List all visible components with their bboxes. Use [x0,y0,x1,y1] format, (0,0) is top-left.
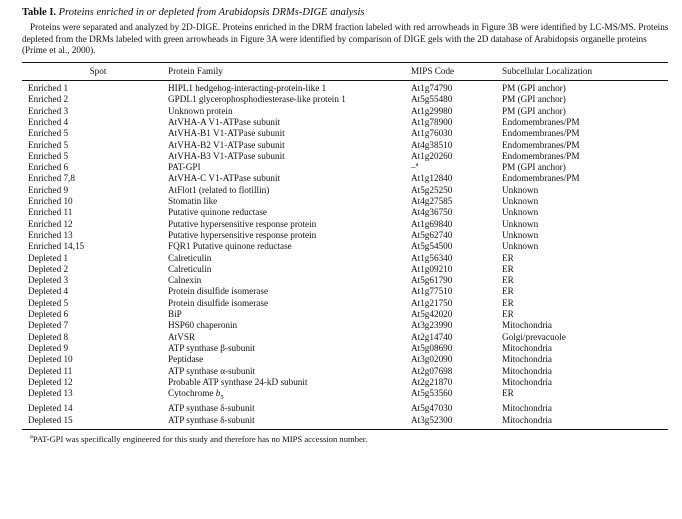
cell-protein-family: Probable ATP synthase 24-kD subunit [168,376,308,387]
cell-mips-code: At1g78900 [411,116,453,127]
protein-table [22,62,668,430]
table-row [22,219,668,230]
cell-localization: ER [502,275,514,286]
cell-protein-family: HIPL1 hedgehog-interacting-protein-like 1 [168,83,327,94]
cell-protein-family: Peptidase [168,354,204,365]
cell-protein-family: AtVHA-B3 V1-ATPase subunit [168,150,285,161]
cell-mips-code: At3g52300 [411,414,453,425]
cell-protein-family: Stomatin like [168,196,218,207]
footnote-marker: a [30,432,33,440]
header-subcellular-localization: Subcellular Localization [502,62,668,80]
table-row [22,309,668,320]
cell-protein-family: GPDL1 glycerophosphodiesterase-like protein 1 [168,94,346,105]
cell-spot: Depleted 7 [28,320,69,331]
cell-protein-family: Cytochrome $b_5$ [168,388,224,401]
table-row [22,377,668,388]
cell-mips-code: At3g02090 [411,354,453,365]
cell-protein-family: Putative quinone reductase [168,207,267,218]
cell-spot: Enriched 10 [28,196,73,207]
cell-spot: Depleted 11 [28,365,73,376]
footnote-ref: a [415,161,419,169]
cell-localization: Unknown [502,184,539,195]
cell-spot: Enriched 11 [28,207,73,218]
header-protein-family: Protein Family [168,62,411,80]
cell-mips-code: At1g69840 [411,218,453,229]
cell-spot: Depleted 2 [28,263,69,274]
cell-protein-family: AtFlot1 (related to flotillin) [168,184,270,195]
cell-spot: Depleted 5 [28,297,69,308]
cell-spot: Enriched 7,8 [28,173,75,184]
cell-protein-family: Calreticulin [168,252,212,263]
table-row [22,173,668,184]
table-title-text: Proteins enriched in or depleted from Arabidopsis DRMs-DIGE analysis [58,7,365,18]
cell-localization: Mitochondria [502,342,553,353]
table-caption: Proteins were separated and analyzed by 2D-DIGE. Proteins enriched in the DRM fraction labeled with red arrowheads in Figure 3B were identified by LC-MS/MS. Proteins depleted from the DRMs labeled with green arrowheads in Figure 3A were identified by comparison of DIGE gels with the 2D database of Arabidopsis organelle proteins (Prime et al., 2000). [22,22,669,56]
table-row [22,162,668,173]
cell-mips-code: At4g27585 [411,196,453,207]
cell-mips-code: At5g61790 [411,275,453,286]
cell-protein-family: AtVHA-C V1-ATPase subunit [168,173,281,184]
cell-spot: Enriched 5 [28,128,69,139]
cell-spot: Enriched 13 [28,229,73,240]
cell-localization: PM (GPI anchor) [502,94,566,105]
cell-mips-code: At1g21750 [411,297,453,308]
cytochrome-subscript: 5 [220,393,224,401]
cell-protein-family: HSP60 chaperonin [168,320,238,331]
table-row [22,298,668,309]
cell-protein-family: AtVHA-A V1-ATPase subunit [168,116,281,127]
cell-localization: Endomembranes/PM [502,150,580,161]
cell-localization: Endomembranes/PM [502,173,580,184]
cell-protein-family: Unknown protein [168,105,233,116]
table-row [22,151,668,162]
cell-localization: Unknown [502,207,539,218]
cell-protein-family: AtVHA-B1 V1-ATPase subunit [168,128,285,139]
header-row [22,62,668,80]
cell-mips-code: At5g42020 [411,309,453,320]
cell-mips-code: At1g29980 [411,105,453,116]
cell-protein-family: AtVSR [168,331,196,342]
cell-spot: Enriched 9 [28,184,69,195]
cell-localization: Mitochondria [502,376,553,387]
table-row [22,320,668,331]
cell-protein-family: ATP synthase δ-subunit [168,414,255,425]
table-footnote [22,434,672,445]
table-title [22,6,672,19]
cell-localization: Mitochondria [502,320,553,331]
cell-spot: Enriched 5 [28,139,69,150]
cell-mips-code: At1g77510 [411,286,453,297]
cell-spot: Depleted 6 [28,309,69,320]
cell-localization: Mitochondria [502,365,553,376]
table-row [22,81,668,95]
cell-spot: Depleted 8 [28,331,69,342]
cell-spot: Enriched 4 [28,116,69,127]
cell-spot: Depleted 9 [28,342,69,353]
cell-spot: Enriched 6 [28,162,69,173]
cell-spot: Depleted 4 [28,286,69,297]
header-spot: Spot [22,62,168,80]
cell-protein-family: Calnexin [168,275,202,286]
cell-spot: Enriched 1 [28,83,69,94]
table-row [22,275,668,286]
cell-mips-code: At5g55480 [411,94,453,105]
table-row [22,185,668,196]
cell-localization: Mitochondria [502,354,553,365]
table-row [22,388,668,403]
table-row [22,94,668,105]
footnote-text: PAT-GPI was specifically engineered for this study and therefore has no MIPS accession number. [32,433,368,444]
cell-protein-family: Putative hypersensitive response protein [168,218,317,229]
table-row [22,207,668,218]
cell-spot: Enriched 12 [28,218,73,229]
cell-protein-family: AtVHA-B2 V1-ATPase subunit [168,139,285,150]
cell-localization: ER [502,263,514,274]
cell-protein-family: ATP synthase δ-subunit [168,403,255,414]
table-row [22,230,668,241]
cell-localization: Mitochondria [502,403,553,414]
cell-spot: Enriched 3 [28,105,69,116]
table-body [22,81,668,430]
table-row [22,196,668,207]
cell-protein-family: Protein disulfide isomerase [168,297,269,308]
cell-mips-code: At2g21870 [411,376,453,387]
table-row [22,264,668,275]
cell-mips-code: At1g12840 [411,173,453,184]
cell-spot: Depleted 10 [28,354,73,365]
cell-localization: PM (GPI anchor) [502,105,566,116]
cell-mips-code: At3g23990 [411,320,453,331]
cell-localization: Golgi/prevacuole [502,331,566,342]
cell-localization: Unknown [502,229,539,240]
cell-localization: Endomembranes/PM [502,128,580,139]
cell-mips-code: At4g38510 [411,139,453,150]
header-mips-code: MIPS Code [411,62,502,80]
cell-protein-family: ATP synthase α-subunit [168,365,256,376]
cell-localization: Endomembranes/PM [502,116,580,127]
cell-localization: PM (GPI anchor) [502,162,566,173]
cell-mips-code: At5g54500 [411,241,453,252]
cell-spot: Depleted 14 [28,403,73,414]
table-row [22,415,668,430]
table-row [22,117,668,128]
cell-protein-family: PAT-GPI [168,162,201,173]
cell-mips-code: At1g20260 [411,150,453,161]
table-row [22,286,668,297]
cell-localization: Unknown [502,218,539,229]
table-row [22,128,668,139]
table-row [22,403,668,414]
cell-localization: ER [502,286,514,297]
cell-spot: Depleted 1 [28,252,69,263]
table-label: Table I. [22,7,57,18]
cell-mips-code: At5g25250 [411,184,453,195]
table-header [22,62,668,80]
cell-mips-code: At5g53560 [411,388,453,399]
cell-mips-code: At1g76030 [411,128,453,139]
cell-protein-family: Protein disulfide isomerase [168,286,269,297]
cell-protein-family: Calreticulin [168,263,212,274]
cell-mips-code: At5g08690 [411,342,453,353]
cell-mips-code: –$^a$ [411,161,419,173]
cell-mips-code: At2g14740 [411,331,453,342]
cell-localization: PM (GPI anchor) [502,83,566,94]
cell-mips-code: At1g09210 [411,263,453,274]
cell-spot: Depleted 13 [28,388,73,399]
cell-spot: Enriched 2 [28,94,69,105]
table-row [22,343,668,354]
cell-mips-code: At4g36750 [411,207,453,218]
table-row [22,354,668,365]
cell-localization: Endomembranes/PM [502,139,580,150]
cell-localization: Unknown [502,196,539,207]
cell-protein-family: BiP [168,309,182,320]
cell-localization: ER [502,388,514,399]
cell-protein-family: FQR1 Putative quinone reductase [168,241,292,252]
cell-mips-code: At5g62740 [411,229,453,240]
cell-mips-code: At5g47030 [411,403,453,414]
table-row [22,140,668,151]
cell-spot: Enriched 14,15 [28,241,85,252]
table-row [22,332,668,343]
cell-localization: Unknown [502,241,539,252]
cell-spot: Depleted 3 [28,275,69,286]
table-row [22,106,668,117]
cell-mips-code: At1g56340 [411,252,453,263]
cell-mips-code: At1g74790 [411,83,453,94]
cell-spot: Depleted 15 [28,414,73,425]
cell-protein-family: Putative hypersensitive response protein [168,229,317,240]
table-row [22,366,668,377]
cell-spot: Enriched 5 [28,150,69,161]
cell-localization: ER [502,297,514,308]
table-row [22,253,668,264]
cell-protein-family: ATP synthase β-subunit [168,342,256,353]
cell-localization: Mitochondria [502,414,553,425]
cell-localization: ER [502,309,514,320]
cytochrome-b: b [215,388,221,399]
cell-localization: ER [502,252,514,263]
cell-mips-code: At2g07698 [411,365,453,376]
table-row [22,241,668,252]
cell-spot: Depleted 12 [28,376,73,387]
